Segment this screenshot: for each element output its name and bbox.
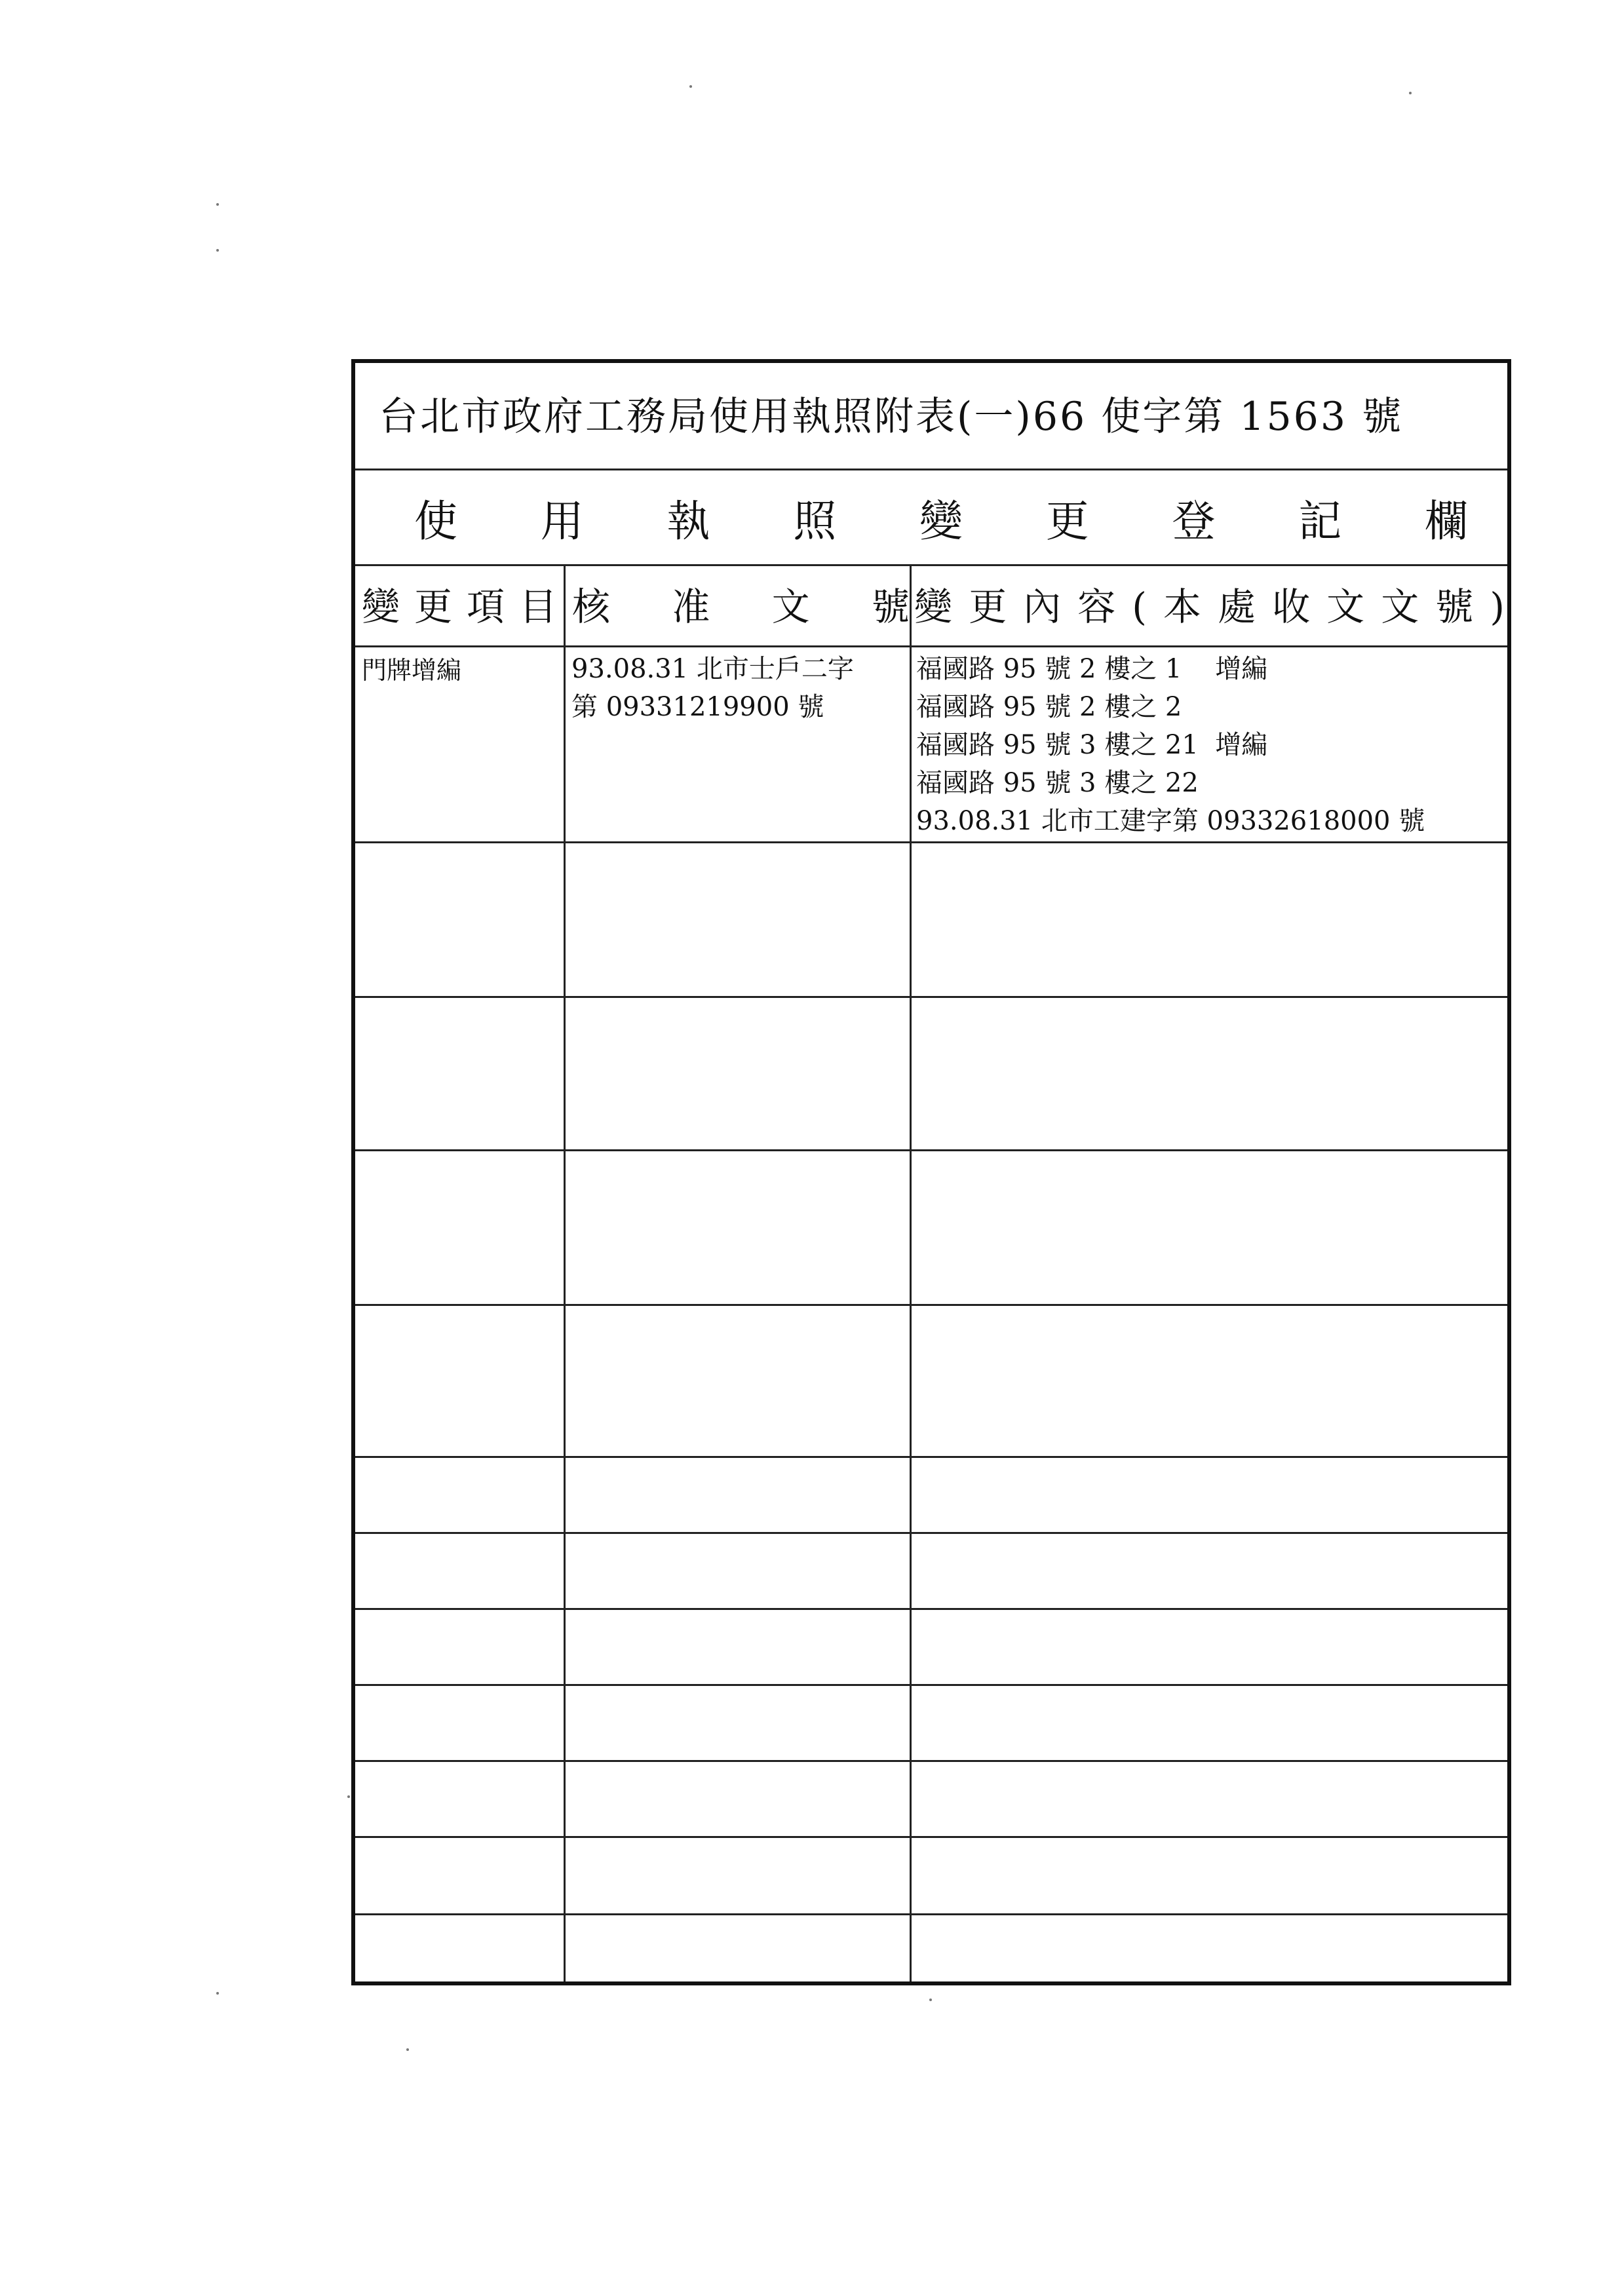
- row-divider: [355, 1760, 1507, 1762]
- row-divider: [355, 1532, 1507, 1534]
- row-divider: [355, 1608, 1507, 1610]
- row-1-content-line-1: 福國路 95 號 2 樓之 1 增編: [916, 654, 1268, 684]
- row-1-item: 門牌增編: [362, 656, 462, 685]
- section-char: 照: [793, 496, 837, 546]
- header-char: 文: [771, 584, 810, 629]
- row-divider: [355, 996, 1507, 998]
- column-header-item: [355, 566, 564, 647]
- header-char: 更: [414, 584, 452, 629]
- scan-speck: [216, 249, 219, 252]
- header-char: 核: [572, 584, 611, 629]
- scan-speck: [216, 1992, 219, 1995]
- column-divider: [564, 566, 566, 1981]
- row-divider: [355, 1304, 1507, 1306]
- header-char: 變: [914, 584, 953, 629]
- scan-speck: [347, 1795, 350, 1798]
- header-char: 處: [1218, 584, 1256, 629]
- row-divider: [355, 1684, 1507, 1686]
- scan-speck: [689, 85, 692, 88]
- header-char: 內: [1023, 584, 1062, 629]
- header-char: 變: [362, 584, 400, 629]
- header-char: 號: [1435, 584, 1474, 629]
- header-char: ): [1490, 584, 1505, 629]
- section-char: 用: [540, 496, 584, 546]
- header-char: 收: [1272, 584, 1311, 629]
- section-char: 記: [1298, 496, 1342, 546]
- scan-speck: [406, 2048, 409, 2051]
- section-char: 變: [919, 496, 963, 546]
- header-char: 准: [672, 584, 710, 629]
- section-char: 登: [1172, 496, 1216, 546]
- header-char: 本: [1163, 584, 1201, 629]
- header-char: 目: [518, 584, 557, 629]
- section-char: 更: [1045, 496, 1089, 546]
- row-divider: [355, 1836, 1507, 1838]
- row-1-content-line-5: 93.08.31 北市工建字第 09332618000 號: [916, 806, 1425, 836]
- column-header-content: [912, 566, 1507, 647]
- header-char: 容: [1077, 584, 1116, 629]
- header-char: (: [1132, 584, 1147, 629]
- column-divider: [910, 566, 912, 1981]
- row-1-content-line-3: 福國路 95 號 3 樓之 21 增編: [916, 730, 1268, 760]
- section-char: 執: [666, 496, 710, 546]
- scan-speck: [216, 203, 219, 206]
- header-char: 文: [1381, 584, 1419, 629]
- scan-speck: [1409, 92, 1412, 94]
- column-header-approval: [566, 566, 910, 647]
- header-char: 項: [466, 584, 505, 629]
- row-divider: [355, 1149, 1507, 1151]
- row-divider: [355, 1456, 1507, 1458]
- document-title: 台北市政府工務局使用執照附表(一)66 使字第 1563 號: [355, 363, 1507, 470]
- row-1-content-line-2: 福國路 95 號 2 樓之 2: [916, 692, 1182, 722]
- row-1-content-line-4: 福國路 95 號 3 樓之 22: [916, 768, 1199, 798]
- section-char: 使: [414, 496, 457, 546]
- header-char: 號: [871, 584, 910, 629]
- section-title: [355, 470, 1507, 566]
- row-1-approval-line-2: 第 09331219900 號: [571, 692, 824, 722]
- change-registration-form: [351, 359, 1511, 1985]
- row-divider: [355, 841, 1507, 843]
- row-1-approval-line-1: 93.08.31 北市士戶二字: [571, 654, 854, 684]
- section-char: 欄: [1425, 496, 1468, 546]
- header-char: 文: [1326, 584, 1365, 629]
- scan-speck: [929, 1999, 932, 2001]
- header-char: 更: [969, 584, 1007, 629]
- row-divider: [355, 1913, 1507, 1915]
